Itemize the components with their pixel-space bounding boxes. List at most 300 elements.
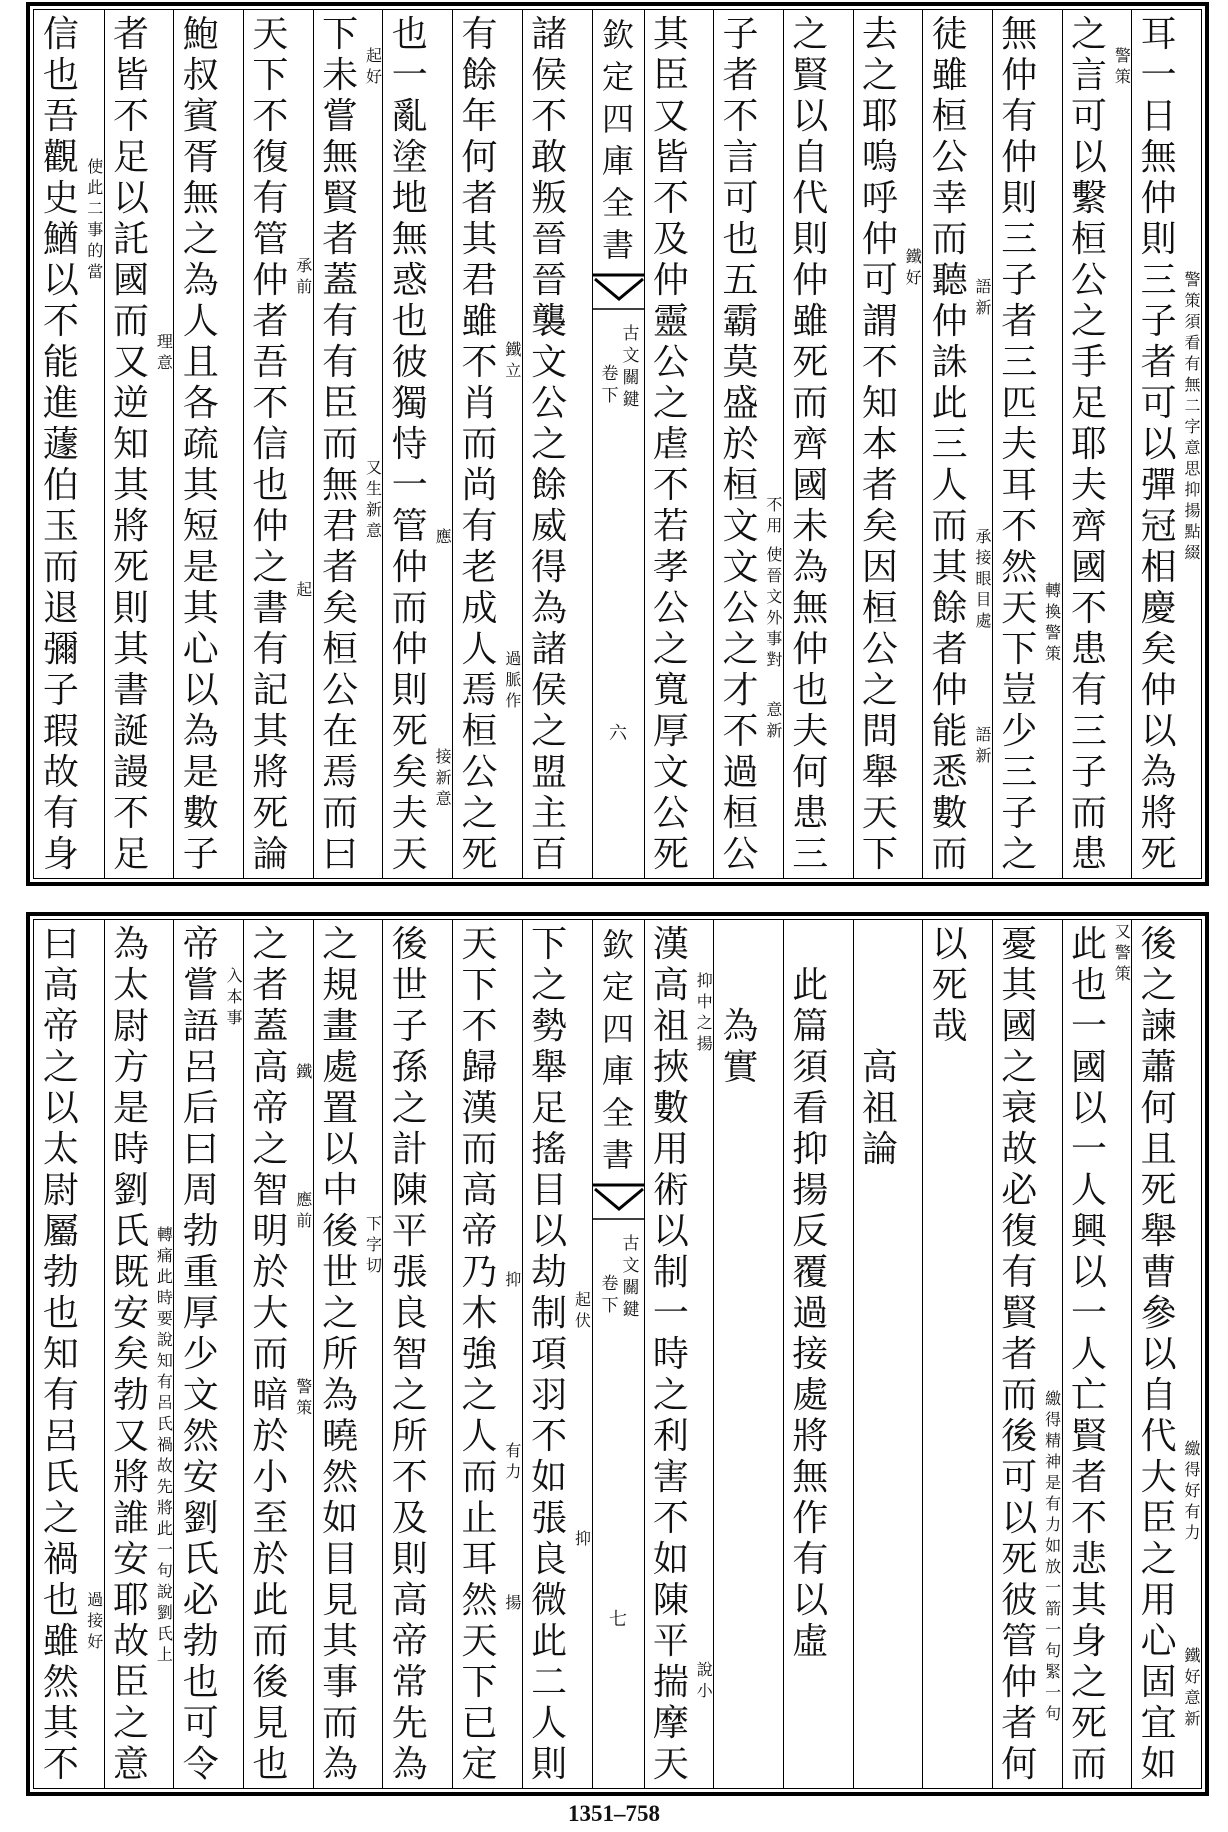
text-character: 中 <box>322 1170 359 1211</box>
text-character: 死 <box>931 965 968 1006</box>
text-character: 羽 <box>531 1375 568 1416</box>
text-character: 為 <box>182 711 219 752</box>
column-text <box>923 924 976 1047</box>
text-character: 百 <box>531 834 568 875</box>
text-column <box>452 920 522 1788</box>
essay-title-column <box>853 920 923 1788</box>
text-character: 其 <box>42 1703 79 1744</box>
column-text <box>453 14 506 875</box>
text-character: 語 <box>182 1006 219 1047</box>
text-character: 不 <box>531 96 568 137</box>
text-character: 也 <box>252 465 289 506</box>
column-text <box>244 924 297 1785</box>
text-column <box>922 10 992 878</box>
text-character: 威 <box>531 506 568 547</box>
commentary-note: 抑 <box>502 1271 522 1292</box>
text-character: 有 <box>461 506 498 547</box>
text-character: 盟 <box>531 752 568 793</box>
text-character: 不 <box>531 1416 568 1457</box>
text-character: 君 <box>322 506 359 547</box>
column-text <box>714 14 767 875</box>
text-character: 少 <box>1001 711 1038 752</box>
text-character: 地 <box>391 178 428 219</box>
text-character: 以 <box>1070 1088 1107 1129</box>
commentary-note: 語新 <box>972 726 992 768</box>
text-character: 曉 <box>322 1416 359 1457</box>
text-character: 仲 <box>792 629 829 670</box>
text-character: 為 <box>722 1006 759 1047</box>
commentary-note: 過接好 <box>84 1591 104 1654</box>
text-character: 智 <box>252 1170 289 1211</box>
text-character: 祖 <box>652 1006 689 1047</box>
text-character: 則 <box>113 588 150 629</box>
text-character: 人 <box>461 1416 498 1457</box>
text-character: 疏 <box>182 424 219 465</box>
text-character: 死 <box>1070 1703 1107 1744</box>
text-character: 死 <box>1140 1170 1177 1211</box>
text-character: 此 <box>252 1580 289 1621</box>
column-text <box>523 924 576 1785</box>
text-character: 子 <box>1140 301 1177 342</box>
text-character: 周 <box>182 1170 219 1211</box>
text-character: 不 <box>1070 588 1107 629</box>
text-character: 之 <box>42 1498 79 1539</box>
commentary-note: 意新 <box>763 701 783 743</box>
text-character: 此 <box>531 1621 568 1662</box>
text-column <box>992 920 1062 1788</box>
text-column <box>644 10 714 878</box>
text-character: 下 <box>861 834 898 875</box>
text-character: 公 <box>652 793 689 834</box>
text-character: 人 <box>1070 1170 1107 1211</box>
commentary-note: 使晉文外事對 <box>763 546 783 672</box>
column-text <box>174 924 227 1785</box>
text-character: 揣 <box>652 1662 689 1703</box>
text-character: 無 <box>1140 137 1177 178</box>
text-character: 諸 <box>531 629 568 670</box>
text-character: 盛 <box>722 383 759 424</box>
text-character: 後 <box>1140 924 1177 965</box>
text-character: 不 <box>1001 506 1038 547</box>
text-character: 目 <box>531 1170 568 1211</box>
text-character: 者 <box>931 629 968 670</box>
text-character: 四 <box>601 1010 634 1048</box>
text-character: 記 <box>252 670 289 711</box>
text-character: 賢 <box>1001 1293 1038 1334</box>
text-character: 有 <box>1001 1252 1038 1293</box>
text-character: 足 <box>531 1088 568 1129</box>
text-character: 將 <box>113 1457 150 1498</box>
text-character: 足 <box>113 137 150 178</box>
text-character: 寬 <box>652 670 689 711</box>
text-character: 在 <box>322 711 359 752</box>
text-character: 耶 <box>861 96 898 137</box>
text-character: 史 <box>42 178 79 219</box>
text-character: 於 <box>252 1416 289 1457</box>
bottom-page-columns <box>33 919 1202 1789</box>
text-character: 害 <box>652 1457 689 1498</box>
text-character: 彌 <box>42 629 79 670</box>
text-character: 須 <box>792 1047 829 1088</box>
text-character: 庫 <box>601 1052 634 1090</box>
text-character: 託 <box>113 219 150 260</box>
text-character: 賢 <box>322 178 359 219</box>
commentary-note: 起 <box>293 581 313 602</box>
text-character: 吾 <box>42 96 79 137</box>
text-character: 呂 <box>182 1047 219 1088</box>
text-character: 為 <box>792 547 829 588</box>
text-character: 耳 <box>461 1539 498 1580</box>
commentary-note: 又警策 <box>1112 923 1132 986</box>
text-character: 者 <box>861 465 898 506</box>
text-character: 陳 <box>391 1170 428 1211</box>
text-character: 哉 <box>931 1006 968 1047</box>
text-character: 及 <box>391 1498 428 1539</box>
text-character: 微 <box>531 1580 568 1621</box>
text-character: 悉 <box>931 752 968 793</box>
top-page-columns <box>33 9 1202 879</box>
text-character: 之 <box>1070 14 1107 55</box>
text-character: 以 <box>182 670 219 711</box>
text-character: 心 <box>1140 1621 1177 1662</box>
text-character: 之 <box>1001 834 1038 875</box>
text-character: 止 <box>461 1498 498 1539</box>
text-column <box>1062 10 1132 878</box>
text-character: 其 <box>252 711 289 752</box>
text-character: 暗 <box>252 1375 289 1416</box>
text-character: 孝 <box>652 547 689 588</box>
text-character: 也 <box>42 1580 79 1621</box>
text-column <box>522 920 592 1788</box>
text-character: 齊 <box>1070 506 1107 547</box>
text-character: 反 <box>792 1211 829 1252</box>
text-character: 乃 <box>461 1252 498 1293</box>
commentary-note: 過脈作 <box>502 650 522 713</box>
text-character: 復 <box>1001 1211 1038 1252</box>
text-character: 晉 <box>531 219 568 260</box>
text-character: 逆 <box>113 383 150 424</box>
text-character: 皆 <box>113 55 150 96</box>
text-character: 挾 <box>652 1047 689 1088</box>
text-character: 之 <box>461 793 498 834</box>
text-character: 以 <box>42 260 79 301</box>
text-column <box>243 920 313 1788</box>
text-character: 言 <box>722 137 759 178</box>
text-character: 何 <box>1001 1744 1038 1785</box>
text-character: 一 <box>391 465 428 506</box>
text-character: 信 <box>252 424 289 465</box>
text-character: 人 <box>461 629 498 670</box>
text-character: 足 <box>1070 383 1107 424</box>
text-character: 然 <box>322 1457 359 1498</box>
text-character: 曰 <box>42 924 79 965</box>
text-character: 而 <box>1070 793 1107 834</box>
text-character: 為 <box>322 1375 359 1416</box>
text-character: 其 <box>113 629 150 670</box>
text-character: 何 <box>792 752 829 793</box>
text-character: 定 <box>601 58 634 96</box>
text-character: 必 <box>182 1580 219 1621</box>
text-character: 冠 <box>1140 506 1177 547</box>
text-character: 如 <box>531 1457 568 1498</box>
text-character: 以 <box>1070 137 1107 178</box>
text-character: 方 <box>113 1047 150 1088</box>
column-text <box>993 924 1046 1785</box>
text-character: 且 <box>1140 1129 1177 1170</box>
text-character: 之 <box>1001 1047 1038 1088</box>
text-character: 臣 <box>113 1662 150 1703</box>
text-character: 桓 <box>861 588 898 629</box>
text-character: 四 <box>601 100 634 138</box>
text-character: 則 <box>1001 178 1038 219</box>
text-character: 用 <box>1140 1580 1177 1621</box>
text-column <box>922 920 992 1788</box>
text-character: 則 <box>391 1539 428 1580</box>
text-character: 之 <box>182 219 219 260</box>
commentary-note: 鐵好 <box>903 248 923 290</box>
text-character: 後 <box>391 924 428 965</box>
text-character: 也 <box>42 55 79 96</box>
text-character: 全 <box>601 1094 634 1132</box>
bottom-page-frame <box>26 912 1209 1796</box>
text-character: 不 <box>391 1457 428 1498</box>
text-character: 置 <box>322 1088 359 1129</box>
text-character: 術 <box>652 1170 689 1211</box>
text-character: 也 <box>391 14 428 55</box>
text-character: 其 <box>322 1621 359 1662</box>
text-character: 張 <box>391 1252 428 1293</box>
collection-title <box>593 14 644 266</box>
column-text <box>645 924 698 1785</box>
text-character: 不 <box>113 96 150 137</box>
text-character: 仲 <box>861 219 898 260</box>
commentary-note: 承接眼目處 <box>972 528 992 633</box>
text-character: 莫 <box>722 342 759 383</box>
text-character: 蕭 <box>1140 1047 1177 1088</box>
text-character: 者 <box>252 301 289 342</box>
text-character: 若 <box>652 506 689 547</box>
text-character: 故 <box>113 1621 150 1662</box>
column-text <box>383 924 436 1785</box>
text-character: 後 <box>252 1662 289 1703</box>
text-character: 天 <box>461 1621 498 1662</box>
text-character: 智 <box>391 1334 428 1375</box>
text-character: 三 <box>1070 711 1107 752</box>
text-character: 憂 <box>1001 924 1038 965</box>
text-column <box>522 10 592 878</box>
text-character: 太 <box>113 965 150 1006</box>
text-character: 幸 <box>931 178 968 219</box>
text-character: 也 <box>42 1293 79 1334</box>
text-character: 平 <box>391 1211 428 1252</box>
text-character: 者 <box>722 55 759 96</box>
text-character: 重 <box>182 1252 219 1293</box>
text-character: 為 <box>182 260 219 301</box>
text-character: 後 <box>1001 1416 1038 1457</box>
text-character: 為 <box>113 924 150 965</box>
text-character: 公 <box>931 137 968 178</box>
text-character: 而 <box>322 1703 359 1744</box>
text-character: 文 <box>182 1375 219 1416</box>
text-character: 誰 <box>113 1498 150 1539</box>
text-character: 無 <box>322 137 359 178</box>
text-character: 劉 <box>182 1498 219 1539</box>
text-character: 豈 <box>1001 670 1038 711</box>
text-character: 無 <box>792 1457 829 1498</box>
text-character: 制 <box>531 1293 568 1334</box>
text-character: 為 <box>531 588 568 629</box>
text-character: 以 <box>1140 1334 1177 1375</box>
text-character: 管 <box>391 506 428 547</box>
text-character: 五 <box>722 260 759 301</box>
text-character: 不 <box>252 96 289 137</box>
text-character: 之 <box>652 629 689 670</box>
book-title: 古文關鍵 <box>618 1234 639 1322</box>
text-column <box>644 920 714 1788</box>
text-character: 實 <box>722 1047 759 1088</box>
text-character: 人 <box>182 301 219 342</box>
text-character: 以 <box>1140 424 1177 465</box>
text-character: 一 <box>1140 55 1177 96</box>
column-text <box>383 14 436 875</box>
text-character: 也 <box>722 219 759 260</box>
text-character: 嗚 <box>861 137 898 178</box>
text-character: 制 <box>652 1252 689 1293</box>
text-character: 於 <box>722 424 759 465</box>
text-character: 以 <box>1070 1252 1107 1293</box>
text-character: 之 <box>391 1088 428 1129</box>
text-character: 陳 <box>652 1580 689 1621</box>
text-character: 仲 <box>1001 137 1038 178</box>
text-character: 又 <box>652 96 689 137</box>
column-text <box>314 14 367 875</box>
text-character: 矣 <box>113 1334 150 1375</box>
text-character: 處 <box>322 1047 359 1088</box>
text-character: 不 <box>722 711 759 752</box>
commentary-note: 說小 <box>694 1661 714 1703</box>
text-character: 張 <box>531 1498 568 1539</box>
text-character: 此 <box>931 383 968 424</box>
text-character: 下 <box>461 1662 498 1703</box>
text-character: 仲 <box>792 260 829 301</box>
text-character: 明 <box>252 1211 289 1252</box>
column-text <box>34 924 88 1785</box>
text-column <box>173 920 243 1788</box>
text-character: 欽 <box>601 16 634 54</box>
text-character: 故 <box>42 752 79 793</box>
text-character: 揚 <box>792 1170 829 1211</box>
text-character: 此 <box>1070 924 1107 965</box>
book-juan-label <box>593 324 644 434</box>
text-character: 論 <box>252 834 289 875</box>
text-character: 之 <box>1070 301 1107 342</box>
text-character: 之 <box>722 629 759 670</box>
text-character: 目 <box>322 1539 359 1580</box>
text-character: 利 <box>652 1416 689 1457</box>
text-character: 是 <box>113 1088 150 1129</box>
text-character: 者 <box>1001 1334 1038 1375</box>
text-character: 將 <box>1140 793 1177 834</box>
column-text <box>1063 14 1116 875</box>
text-character: 其 <box>652 14 689 55</box>
text-character: 下 <box>322 14 359 55</box>
text-character: 興 <box>1070 1211 1107 1252</box>
text-column <box>1131 10 1201 878</box>
text-character: 安 <box>113 1539 150 1580</box>
text-character: 能 <box>42 342 79 383</box>
text-character: 人 <box>931 465 968 506</box>
text-character: 書 <box>113 670 150 711</box>
text-character: 有 <box>42 793 79 834</box>
text-character: 心 <box>182 629 219 670</box>
book-juan-label <box>593 1234 644 1344</box>
text-character: 而 <box>461 1457 498 1498</box>
column-text <box>645 14 698 875</box>
text-character: 而 <box>391 588 428 629</box>
text-character: 不 <box>42 301 79 342</box>
text-character: 惑 <box>391 260 428 301</box>
text-character: 是 <box>182 752 219 793</box>
text-character: 其 <box>1001 965 1038 1006</box>
column-text <box>244 14 297 875</box>
text-character: 公 <box>722 834 759 875</box>
text-character: 然 <box>1001 547 1038 588</box>
text-character: 耳 <box>1140 14 1177 55</box>
text-column <box>243 10 313 878</box>
text-character: 公 <box>531 383 568 424</box>
text-character: 漢 <box>652 924 689 965</box>
text-column <box>104 10 174 878</box>
text-character: 高 <box>461 1170 498 1211</box>
text-character: 之 <box>322 924 359 965</box>
text-character: 勃 <box>182 1211 219 1252</box>
text-character: 曹 <box>1140 1252 1177 1293</box>
text-column <box>713 10 783 878</box>
text-character: 有 <box>1070 670 1107 711</box>
text-character: 見 <box>322 1580 359 1621</box>
text-character: 呂 <box>42 1416 79 1457</box>
column-text <box>923 14 976 875</box>
text-character: 皆 <box>652 137 689 178</box>
text-character: 之 <box>252 547 289 588</box>
text-character: 知 <box>113 424 150 465</box>
text-character: 衰 <box>1001 1088 1038 1129</box>
commentary-note: 繳得好有力 <box>1182 1440 1201 1545</box>
text-character: 雖 <box>42 1621 79 1662</box>
text-character: 作 <box>792 1498 829 1539</box>
text-character: 而 <box>322 793 359 834</box>
text-character: 鮑 <box>182 14 219 55</box>
text-character: 將 <box>792 1416 829 1457</box>
text-character: 之 <box>1070 1662 1107 1703</box>
text-character: 雖 <box>461 301 498 342</box>
juan-label: 卷下 <box>597 364 618 408</box>
text-character: 能 <box>931 711 968 752</box>
text-character: 仲 <box>1001 1662 1038 1703</box>
text-character: 相 <box>1140 547 1177 588</box>
text-character: 一 <box>1070 1293 1107 1334</box>
text-character: 數 <box>182 793 219 834</box>
text-character: 有 <box>42 1375 79 1416</box>
text-character: 無 <box>1001 14 1038 55</box>
text-character: 下 <box>531 924 568 965</box>
commentary-note: 有力 <box>502 1442 522 1484</box>
text-character: 摩 <box>652 1703 689 1744</box>
text-character: 公 <box>1070 260 1107 301</box>
text-character: 老 <box>461 547 498 588</box>
text-character: 論 <box>861 1129 898 1170</box>
text-character: 不 <box>252 383 289 424</box>
